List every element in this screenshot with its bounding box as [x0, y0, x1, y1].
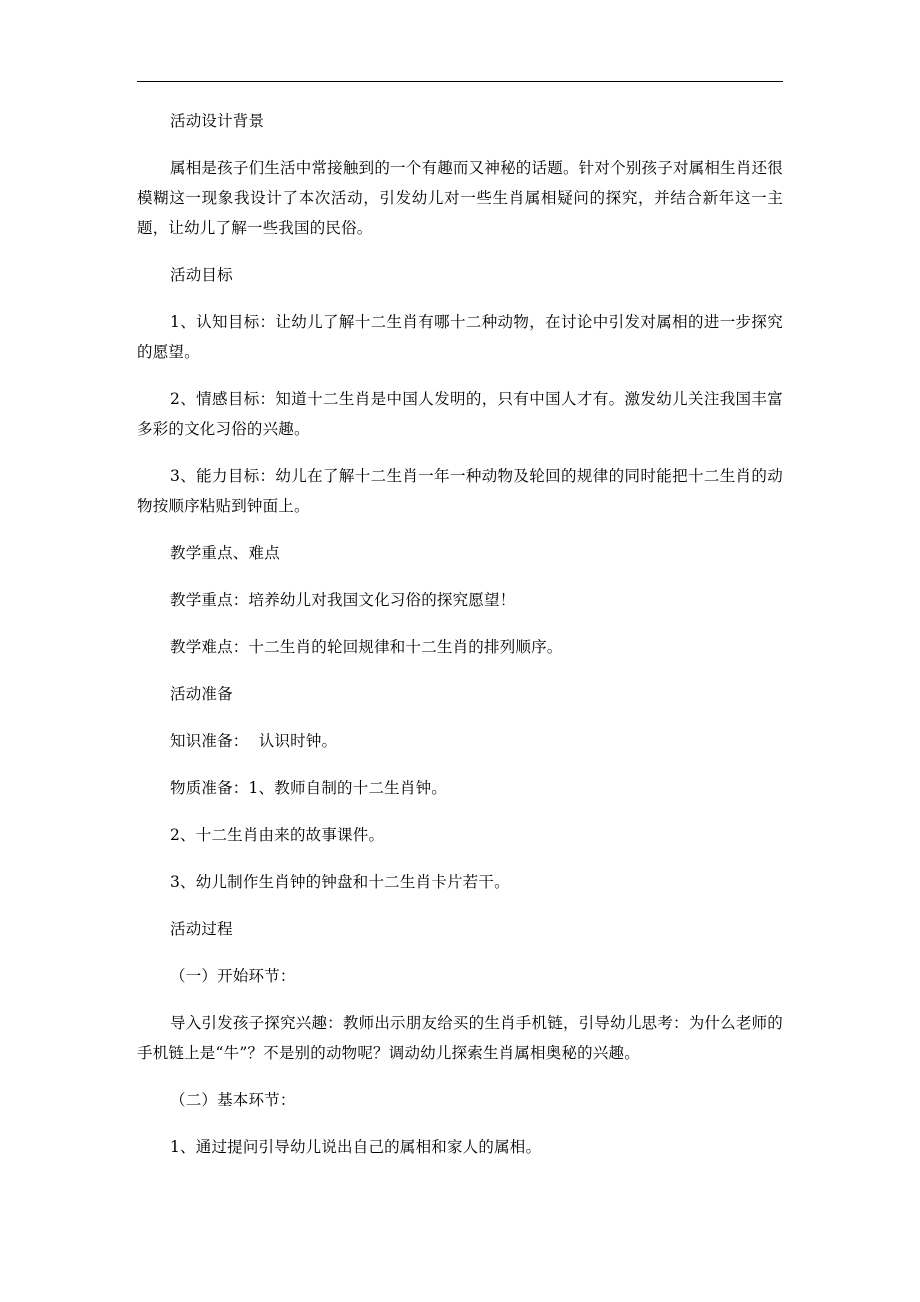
section-heading-background: 活动设计背景	[170, 112, 265, 130]
paragraph-prep-knowledge: 知识准备： 认识时钟。	[170, 732, 338, 750]
paragraph-prep-material-1: 物质准备：1、教师自制的十二生肖钟。	[170, 779, 447, 797]
document-body	[137, 106, 783, 1162]
section-heading-focus: 教学重点、难点	[170, 544, 280, 562]
subheading-opening: （一）开始环节：	[170, 967, 296, 985]
paragraph-focus-key: 教学重点：培养幼儿对我国文化习俗的探究愿望！	[170, 591, 516, 609]
header-rule	[137, 81, 783, 82]
paragraph-basic-1: 1、通过提问引导幼儿说出自己的属相和家人的属相。	[170, 1138, 542, 1156]
paragraph-background: 属相是孩子们生活中常接触到的一个有趣而又神秘的话题。针对个别孩子对属相生肖还很模糊这一现象我设计了本次活动，引发幼儿对一些生肖属相疑问的探究，并结合新年这一主题，让幼儿了解一些我国的民俗。	[137, 159, 783, 237]
paragraph-opening: 导入引发孩子探究兴趣：教师出示朋友给买的生肖手机链，引导幼儿思考：为什么老师的手机链上是“牛”？不是别的动物呢？调动幼儿探索生肖属相奥秘的兴趣。	[137, 1014, 783, 1062]
paragraph-prep-material-2: 2、十二生肖由来的故事课件。	[170, 826, 385, 844]
paragraph-prep-material-3: 3、幼儿制作生肖钟的钟盘和十二生肖卡片若干。	[170, 873, 510, 891]
section-heading-goals: 活动目标	[170, 266, 233, 284]
paragraph-goal-ability: 3、能力目标：幼儿在了解十二生肖一年一种动物及轮回的规律的同时能把十二生肖的动物按顺序粘贴到钟面上。	[137, 467, 783, 515]
section-heading-process: 活动过程	[170, 920, 233, 938]
section-heading-preparation: 活动准备	[170, 685, 233, 703]
subheading-basic: （二）基本环节：	[170, 1091, 296, 1109]
paragraph-goal-emotional: 2、情感目标：知道十二生肖是中国人发明的，只有中国人才有。激发幼儿关注我国丰富多彩的文化习俗的兴趣。	[137, 390, 783, 438]
paragraph-focus-difficulty: 教学难点：十二生肖的轮回规律和十二生肖的排列顺序。	[170, 638, 563, 656]
paragraph-goal-cognitive: 1、认知目标：让幼儿了解十二生肖有哪十二种动物，在讨论中引发对属相的进一步探究的愿望。	[137, 313, 783, 361]
